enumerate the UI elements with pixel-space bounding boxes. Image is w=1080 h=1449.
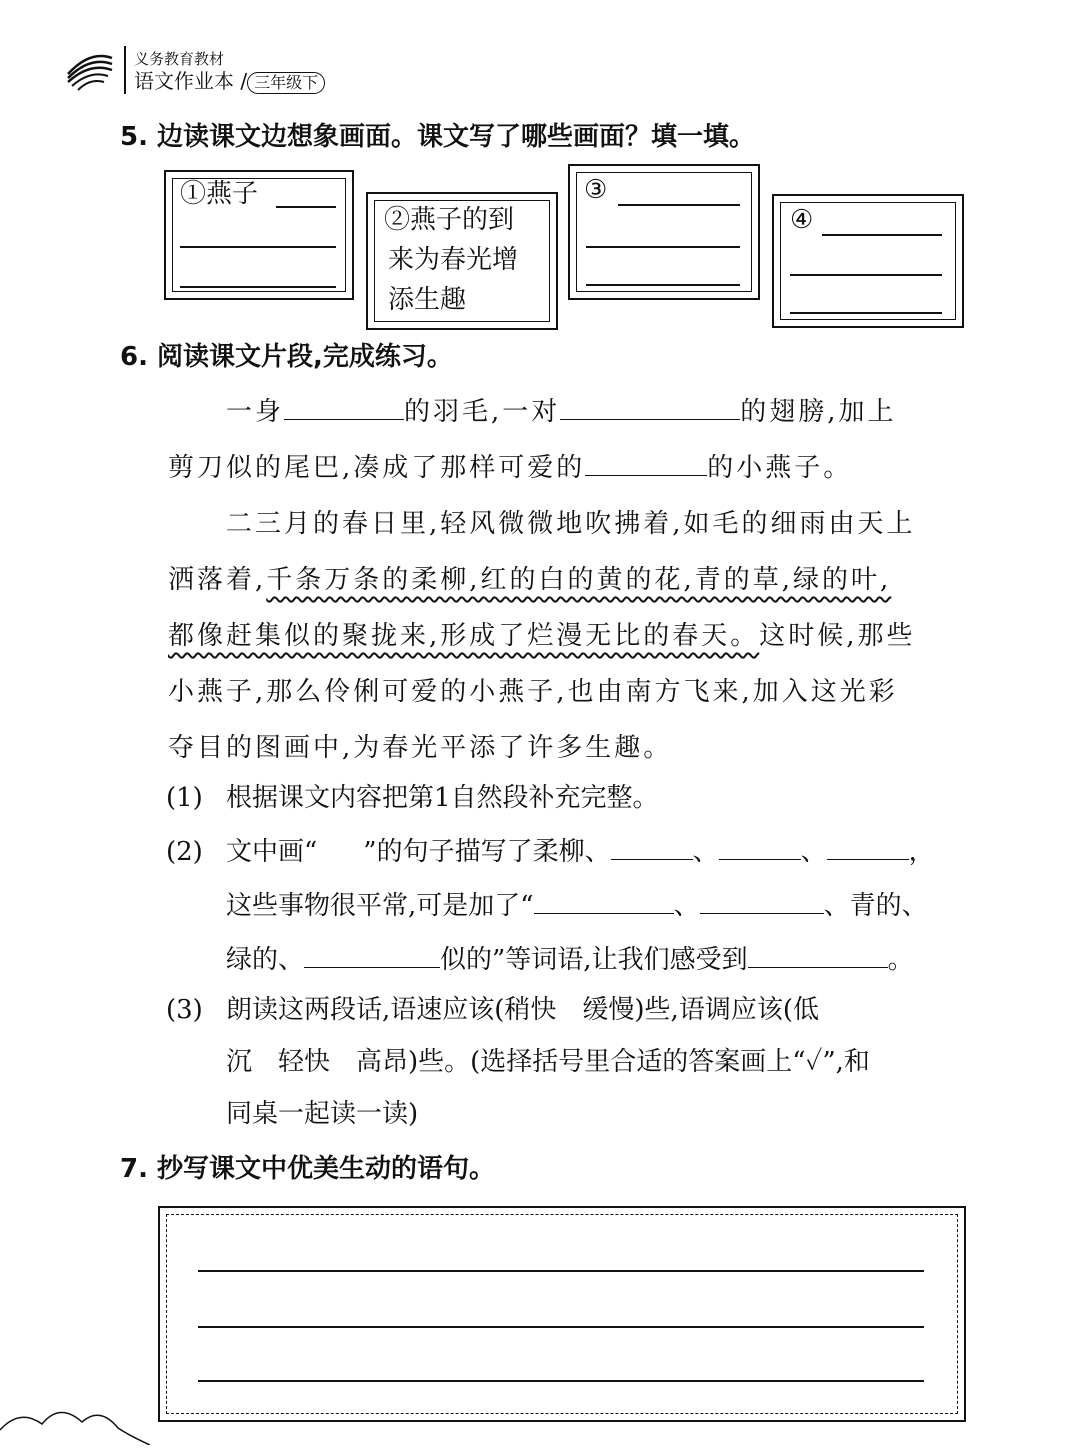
- passage-2-line-4: 小燕子,那么伶俐可爱的小燕子,也由南方飞来,加入这光彩: [168, 677, 898, 707]
- p2-l2-plain: 洒落着,: [168, 565, 267, 595]
- box2-line-1: ②燕子的到: [384, 205, 515, 235]
- box1-blank-2[interactable]: [180, 246, 336, 248]
- s2-text-e: 、青的、: [823, 891, 928, 921]
- passage-2-line-3: [168, 608, 916, 664]
- s2-text-c: 这些事物很平常,可是加了“: [226, 891, 534, 921]
- s2-blank-3[interactable]: [827, 829, 909, 860]
- subq-1-number: (1): [166, 783, 203, 813]
- copy-writing-box: [158, 1206, 966, 1422]
- s2-text-a: 文中画“: [226, 837, 318, 867]
- s2-text-h: 。: [887, 945, 914, 975]
- s2-blank-7[interactable]: [748, 937, 888, 968]
- series-label: 义务教育教材: [134, 50, 225, 68]
- p2-l2-underlined: 千条万条的柔柳,红的白的黄的花,青的草,绿的叶,: [266, 565, 892, 595]
- s2-text-b: ”的句子描写了柔柳、: [363, 837, 611, 867]
- p1-blank-3[interactable]: [585, 445, 707, 476]
- publisher-logo-icon: [62, 44, 118, 100]
- s2-blank-2[interactable]: [719, 829, 801, 860]
- p1-blank-1[interactable]: [284, 389, 404, 420]
- q5-title: 5. 边读课文边想象画面。课文写了哪些画面？填一填。: [120, 122, 756, 152]
- q6-title: 6. 阅读课文片段,完成练习。: [120, 342, 453, 372]
- subq-3-line-2: 沉 轻快 高昂)些。(选择括号里合适的答案画上“✓”,和: [226, 1047, 870, 1077]
- p1-text-e: 的小燕子。: [707, 453, 853, 483]
- box4-blank-2[interactable]: [790, 274, 942, 276]
- subq-3-number: (3): [166, 995, 203, 1025]
- copy-line-1[interactable]: [198, 1270, 924, 1272]
- s2-blank-5[interactable]: [700, 883, 824, 914]
- subq-2-line-2: [226, 880, 928, 932]
- s2-text-f: 绿的、: [226, 945, 305, 975]
- subq-3-line-3: 同桌一起读一读): [226, 1099, 419, 1129]
- subq-2-line-3: [226, 934, 914, 986]
- box1-blank-1[interactable]: [276, 206, 336, 208]
- box1-blank-3[interactable]: [180, 286, 336, 288]
- subq-3-line-1: 朗读这两段话,语速应该(稍快 缓慢)些,语调应该(低: [226, 995, 819, 1025]
- p2-l3-plain: 这时候,那些: [759, 621, 916, 651]
- grade-badge: 三年级下: [247, 72, 325, 94]
- passage-2-line-2: [168, 552, 891, 608]
- subq-2-number: (2): [166, 837, 203, 867]
- s2-sep-2: 、: [800, 837, 827, 867]
- p1-text-a: 一身: [226, 397, 285, 427]
- box4-label: ④: [790, 205, 814, 235]
- copy-line-2[interactable]: [198, 1326, 924, 1328]
- box4-blank-3[interactable]: [790, 312, 942, 314]
- passage-1-line-1: [226, 384, 897, 440]
- box3-blank-3[interactable]: [586, 284, 740, 286]
- header-divider: [124, 46, 126, 94]
- s2-blank-6[interactable]: [304, 937, 440, 968]
- p1-text-b: 的羽毛,一对: [404, 397, 561, 427]
- box1-label: ①燕子: [180, 179, 259, 209]
- passage-1-line-2: [168, 440, 852, 496]
- s2-end: ，: [908, 837, 935, 867]
- box4-blank-1[interactable]: [822, 234, 942, 236]
- box3-blank-1[interactable]: [618, 204, 740, 206]
- p1-blank-2[interactable]: [560, 389, 740, 420]
- subq-2-line-1: [226, 826, 935, 878]
- book-title: [134, 69, 325, 94]
- s2-sep-1: 、: [692, 837, 719, 867]
- cloud-decoration-icon: [0, 1400, 160, 1445]
- box2-line-3: 添生趣: [388, 285, 467, 315]
- s2-blank-1[interactable]: [611, 829, 693, 860]
- passage-2-line-5: 夺目的图画中,为春光平添了许多生趣。: [168, 733, 673, 763]
- p2-l3-underlined: 都像赶集似的聚拢来,形成了烂漫无比的春天。: [168, 621, 760, 651]
- p1-text-c: 的翅膀,加上: [740, 397, 897, 427]
- book-name: 语文作业本 /: [134, 69, 248, 93]
- box2-line-2: 来为春光增: [388, 245, 519, 275]
- s2-text-g: 似的”等词语,让我们感受到: [440, 945, 748, 975]
- q7-title: 7. 抄写课文中优美生动的语句。: [120, 1154, 496, 1184]
- copy-line-3[interactable]: [198, 1380, 924, 1382]
- s2-text-d: 、: [673, 891, 700, 921]
- s2-blank-4[interactable]: [534, 883, 674, 914]
- subq-1-text: 根据课文内容把第1自然段补充完整。: [226, 783, 659, 813]
- box3-blank-2[interactable]: [586, 246, 740, 248]
- box3-label: ③: [584, 175, 608, 205]
- passage-2-line-1: 二三月的春日里,轻风微微地吹拂着,如毛的细雨由天上: [226, 509, 916, 539]
- p1-text-d: 剪刀似的尾巴,凑成了那样可爱的: [168, 453, 586, 483]
